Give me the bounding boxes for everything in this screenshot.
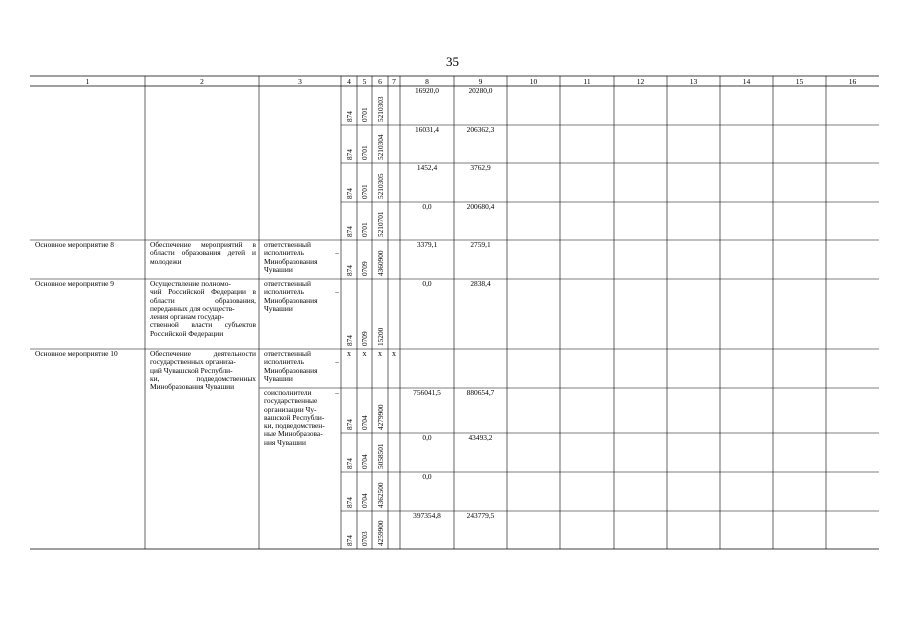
code-cell: 874	[344, 149, 354, 160]
code-cell: x	[347, 349, 351, 358]
amount-cell: 756041,5	[413, 388, 441, 397]
code-cell: 4279900	[375, 404, 385, 430]
program-name-cell: Основное мероприятие 9	[35, 279, 114, 288]
amount-cell: 243779,5	[466, 511, 495, 520]
header-cell: 16	[848, 76, 857, 86]
code-cell: 874	[344, 226, 354, 237]
code-cell: 5210701	[375, 211, 385, 237]
code-cell: 5210305	[375, 173, 385, 199]
code-cell: 0704	[360, 454, 369, 469]
responsible-executor-cell: ответственный исполнитель – Минобразования Чувашии	[264, 349, 339, 383]
amount-cell: 1452,4	[416, 163, 438, 172]
code-cell: 0709	[360, 331, 369, 346]
code-cell: 874	[344, 535, 354, 546]
amount-cell: 3379,1	[416, 240, 438, 249]
code-cell: 874	[344, 419, 354, 430]
code-cell: 0701	[360, 107, 369, 122]
code-cell: 15200	[375, 327, 385, 346]
amount-cell: 200680,4	[466, 202, 495, 211]
measure-description-cell: Обеспечение мероприятий в области образования детей и молодежи	[150, 240, 256, 266]
amount-cell: 0,0	[422, 472, 432, 481]
header-cell: 4	[347, 76, 351, 86]
header-cell: 3	[298, 76, 302, 86]
amount-cell: 16031,4	[414, 125, 440, 134]
amount-cell: 0,0	[422, 279, 432, 288]
amount-cell	[454, 473, 507, 483]
header-cell: 12	[636, 76, 645, 86]
code-cell: 874	[344, 458, 354, 469]
program-name-cell: Основное мероприятие 10	[35, 349, 118, 358]
code-cell: 0704	[360, 493, 369, 508]
code-cell: 0701	[360, 222, 369, 237]
header-cell: 15	[795, 76, 804, 86]
code-cell: 874	[344, 335, 354, 346]
header-cell: 11	[583, 76, 591, 86]
code-cell: 4360900	[375, 250, 385, 276]
amount-cell: 43493,2	[468, 433, 493, 442]
code-cell: 0701	[360, 184, 369, 199]
code-cell: 874	[344, 265, 354, 276]
header-cell: 6	[378, 76, 382, 86]
code-cell: 0703	[360, 531, 369, 546]
header-cell: 14	[742, 76, 751, 86]
code-cell: 4362500	[375, 482, 385, 508]
header-cell: 8	[425, 76, 429, 86]
amount-cell: 2759,1	[470, 240, 491, 249]
measure-description-cell: Осуществление полномо- чий Российской Федерации в области образования, переданных для осуществ- ления органам государ- ственной власти субъектов Российской Федерации	[150, 279, 256, 338]
code-cell: 5210304	[375, 134, 385, 160]
code-cell: 0709	[360, 261, 369, 276]
program-name-cell: Основное мероприятие 8	[35, 240, 114, 249]
code-cell: 0701	[360, 145, 369, 160]
amount-cell: 16920,0	[414, 86, 440, 95]
code-cell: 4259900	[375, 520, 385, 546]
code-cell: x	[378, 349, 382, 358]
header-cell: 7	[392, 76, 396, 86]
page-number: 35	[446, 54, 459, 69]
header-cell: 9	[478, 76, 483, 86]
amount-cell: 2838,4	[470, 279, 491, 288]
code-cell: 5058501	[375, 443, 385, 469]
code-cell: x	[392, 349, 396, 358]
amount-cell: 397354,8	[413, 511, 441, 520]
code-cell: 0704	[360, 415, 369, 430]
amount-cell: 0,0	[422, 433, 432, 442]
amount-cell: 206362,3	[466, 125, 495, 134]
amount-cell: 3762,9	[470, 163, 491, 172]
responsible-executor-cell: ответственный исполнитель – Минобразования Чувашии	[264, 279, 339, 313]
code-cell: 874	[344, 188, 354, 199]
header-cell: 5	[362, 76, 367, 86]
amount-cell: 0,0	[422, 202, 432, 211]
responsible-executor-cell: ответственный исполнитель – Минобразования Чувашии	[264, 240, 339, 274]
measure-description-cell: Обеспечение деятельности государственных организа- ций Чувашской Республи- ки, подведомственных Минобразования Чувашии	[150, 349, 256, 392]
responsible-executor-cell: соисполнители – государственные организации Чу- вашской Республи- ки, подведомствен- ные Минобразова- ния Чувашии	[264, 388, 339, 447]
header-cell: 13	[689, 76, 698, 86]
amount-cell: 880654,7	[466, 388, 495, 397]
header-cell: 2	[200, 76, 204, 86]
header-cell: 1	[85, 76, 90, 86]
code-cell: 874	[344, 111, 354, 122]
header-cell: 10	[529, 76, 538, 86]
code-cell: x	[362, 349, 367, 358]
code-cell: 874	[344, 497, 354, 508]
code-cell: 5210303	[375, 96, 385, 122]
amount-cell: 20280,0	[468, 86, 493, 95]
